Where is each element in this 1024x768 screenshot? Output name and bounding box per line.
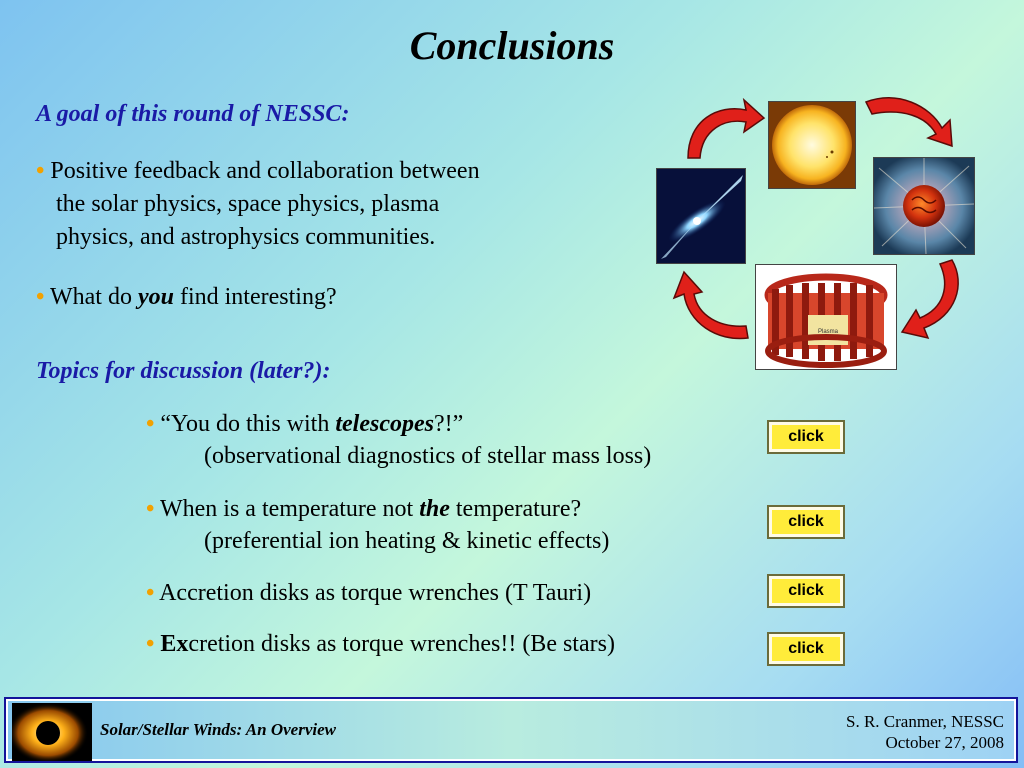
bullet-what-pre: What do bbox=[49, 284, 138, 310]
bullet-collaboration bbox=[36, 155, 480, 254]
topic-excretion bbox=[146, 628, 615, 661]
eclipse-image bbox=[12, 703, 92, 761]
curved-arrow-icon bbox=[902, 260, 958, 338]
topic4-post: cretion disks as torque wrenches!! (Be stars) bbox=[188, 631, 615, 657]
bullet-what-interesting bbox=[36, 281, 337, 314]
bullet-dot: • bbox=[146, 496, 155, 522]
topic2-post: temperature? bbox=[449, 496, 582, 522]
footer-date: October 27, 2008 bbox=[885, 733, 1004, 752]
topic-telescopes bbox=[146, 408, 651, 472]
topic2-pre: When is a temperature not bbox=[159, 496, 420, 522]
topic2-sub: (preferential ion heating & kinetic effects) bbox=[204, 528, 610, 554]
topic3-text: Accretion disks as torque wrenches (T Tauri) bbox=[159, 580, 592, 606]
footer-credits bbox=[846, 711, 1004, 753]
click-button-telescopes[interactable]: click bbox=[769, 422, 843, 452]
topic1-sub: (observational diagnostics of stellar mass loss) bbox=[204, 443, 652, 469]
bullet-collab-line2: the solar physics, space physics, plasma bbox=[56, 191, 440, 217]
bullet-what-post: find interesting? bbox=[173, 284, 337, 310]
click-button-temperature[interactable]: click bbox=[769, 507, 843, 537]
topic1-post: ?!” bbox=[433, 411, 464, 437]
bullet-dot: • bbox=[36, 284, 45, 310]
bullet-dot: • bbox=[146, 411, 155, 437]
topic-temperature bbox=[146, 493, 609, 557]
bullet-what-em: you bbox=[137, 284, 174, 310]
bullet-dot: • bbox=[36, 158, 45, 184]
click-button-excretion[interactable]: click bbox=[769, 634, 843, 664]
tokamak-label: Plasma bbox=[817, 329, 839, 335]
cycle-arrows bbox=[640, 88, 1024, 378]
topic-accretion bbox=[146, 577, 591, 610]
topic1-pre: “You do this with bbox=[160, 411, 336, 437]
topics-heading: Topics for discussion (later?): bbox=[36, 358, 331, 384]
topic2-em: the bbox=[419, 496, 450, 522]
bullet-dot: • bbox=[146, 580, 155, 606]
bullet-collab-line1: Positive feedback and collaboration between bbox=[50, 158, 480, 184]
goal-heading: A goal of this round of NESSC: bbox=[36, 101, 350, 127]
footer-author: S. R. Cranmer, NESSC bbox=[846, 712, 1004, 731]
topic4-em: Ex bbox=[160, 631, 189, 657]
click-button-accretion[interactable]: click bbox=[769, 576, 843, 606]
bullet-collab-line3: physics, and astrophysics communities. bbox=[56, 224, 436, 250]
curved-arrow-icon bbox=[688, 100, 764, 158]
footer-bar bbox=[4, 697, 1018, 763]
topic1-em: telescopes bbox=[335, 411, 434, 437]
footer-title: Solar/Stellar Winds: An Overview bbox=[100, 720, 336, 739]
bullet-dot: • bbox=[146, 631, 155, 657]
curved-arrow-icon bbox=[674, 272, 748, 339]
curved-arrow-icon bbox=[866, 98, 952, 146]
slide-title: Conclusions bbox=[409, 23, 615, 68]
